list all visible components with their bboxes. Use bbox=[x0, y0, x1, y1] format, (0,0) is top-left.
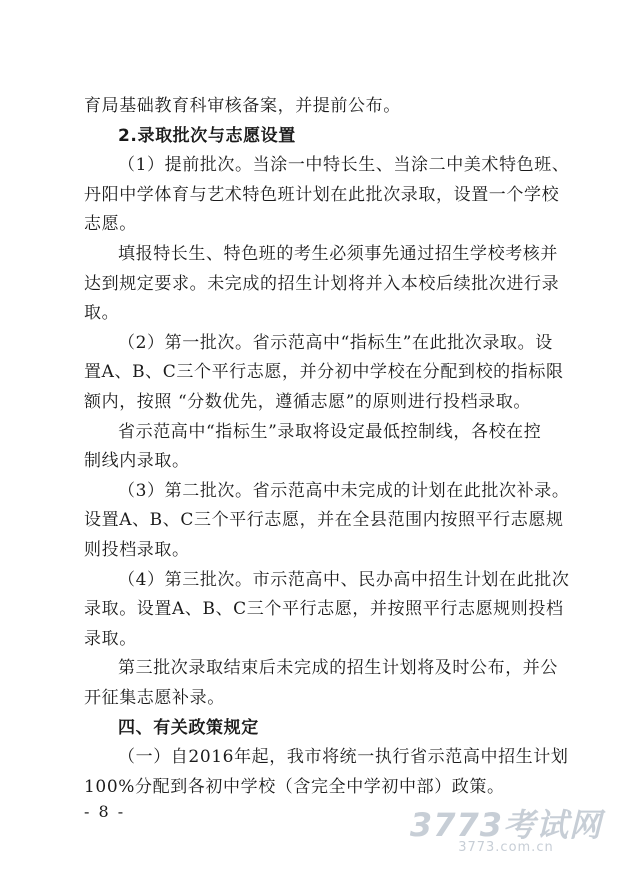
paragraph-line: 设置A、B、C三个平行志愿，并在全县范围内按照平行志愿规 bbox=[84, 510, 564, 531]
paragraph-line: 丹阳中学体育与艺术特色班计划在此批次录取，设置一个学校 bbox=[84, 184, 560, 205]
watermark-logo: 3773考试网 bbox=[409, 806, 602, 844]
paragraph-line: 开征集志愿补录。 bbox=[84, 688, 225, 708]
paragraph-line: （4）第三批次。市示范高中、民办高中招生计划在此批次 bbox=[118, 569, 570, 590]
section-heading: 四、有关政策规定 bbox=[118, 717, 259, 738]
watermark bbox=[410, 808, 602, 855]
paragraph-line: 录取。 bbox=[84, 628, 137, 649]
page-number: - 8 - bbox=[84, 802, 126, 821]
paragraph-line: 填报特长生、特色班的考生必须事先通过招生学校考核并 bbox=[118, 244, 558, 264]
paragraph-line: （1）提前批次。当涂一中特长生、当涂二中美术特色班、 bbox=[118, 155, 570, 176]
paragraph-line: 则投档录取。 bbox=[84, 540, 190, 560]
paragraph-line: 录取。设置A、B、C三个平行志愿，并按照平行志愿规则投档 bbox=[84, 599, 564, 620]
paragraph-line: 志愿。 bbox=[84, 214, 137, 235]
paragraph-line: （2）第一批次。省示范高中“指标生”在此批次录取。设 bbox=[118, 332, 553, 353]
paragraph-line: （一）自2016年起，我市将统一执行省示范高中招生计划 bbox=[118, 747, 569, 768]
section-heading: 2.录取批次与志愿设置 bbox=[118, 125, 296, 146]
paragraph-line: 制线内录取。 bbox=[84, 451, 190, 472]
paragraph-line: 额内，按照 “分数优先，遵循志愿”的原则进行投档录取。 bbox=[84, 392, 531, 412]
paragraph-line: 第三批次录取结束后未完成的招生计划将及时公布，并公 bbox=[118, 658, 558, 679]
paragraph-line: 省示范高中“指标生”录取将设定最低控制线，各校在控 bbox=[118, 421, 542, 442]
paragraph-line: 100%分配到各初中学校（含完全中学初中部）政策。 bbox=[84, 776, 505, 797]
paragraph-line: 育局基础教育科审核备案，并提前公布。 bbox=[84, 96, 401, 116]
paragraph-line: 置A、B、C三个平行志愿，并分初中学校在分配到校的指标限 bbox=[84, 362, 564, 383]
paragraph-line: 达到规定要求。未完成的招生计划将并入本校后续批次进行录 bbox=[84, 273, 560, 294]
paragraph-line: 取。 bbox=[84, 303, 120, 324]
watermark-url: 3773.com.cn bbox=[458, 840, 554, 855]
paragraph-line: （3）第二批次。省示范高中未完成的计划在此批次补录。 bbox=[118, 480, 570, 501]
